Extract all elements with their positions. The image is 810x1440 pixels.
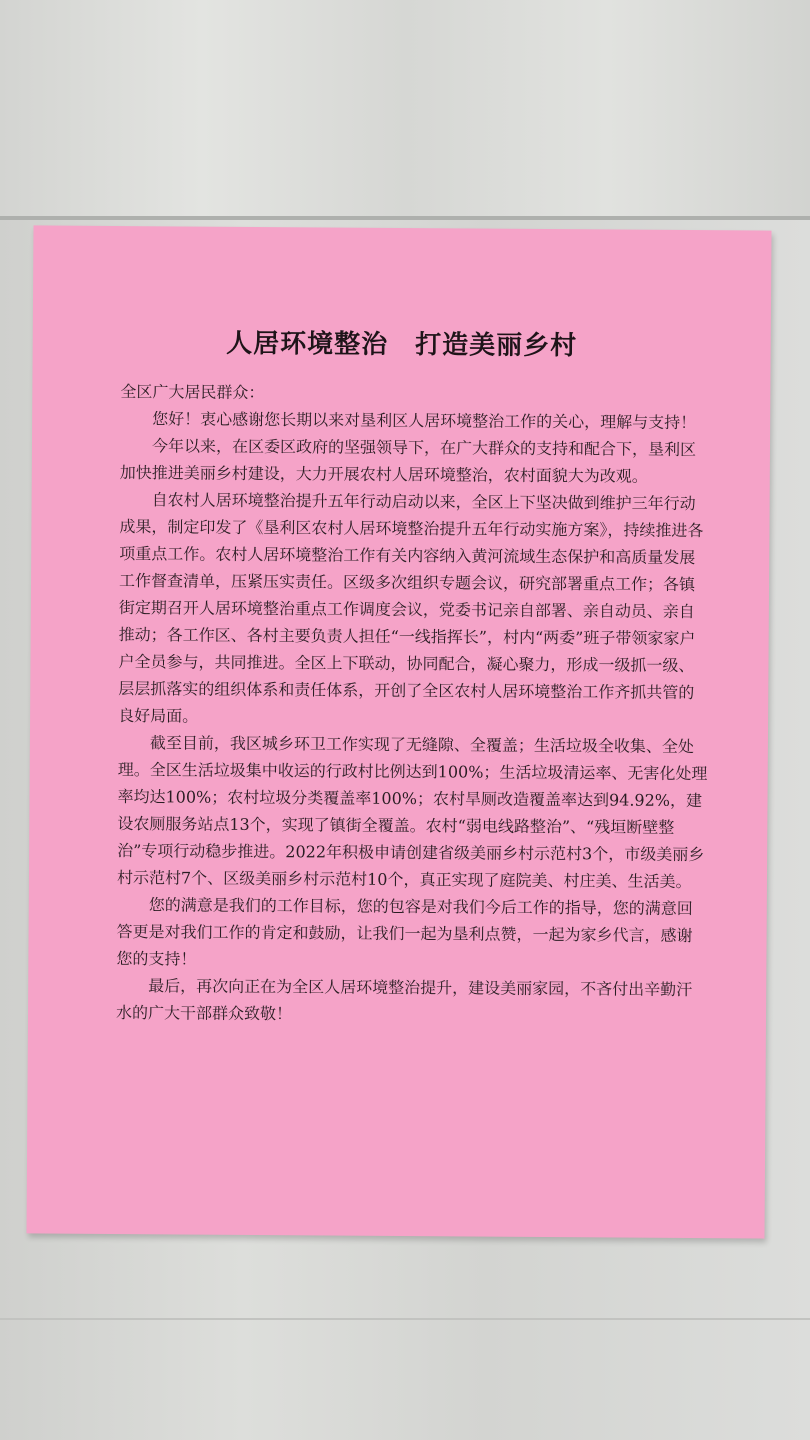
notice-title: 人居环境整治 打造美丽乡村	[226, 328, 578, 362]
notice-paragraph: 今年以来，在区委区政府的坚强领导下，在广大群众的支持和配合下，垦利区加快推进美丽乡村建设，大力开展农村人居环境整治，农村面貌大为改观。	[119, 436, 697, 486]
notice-paragraph: 您的满意是我们的工作目标，您的包容是对我们今后工作的指导，您的满意回答更是对我们工作的肯定和鼓励，让我们一起为垦利点赞，一起为家乡代言，感谢您的支持！	[116, 895, 693, 969]
notice-paper	[26, 225, 771, 1238]
wall-tile-upper	[0, 0, 810, 216]
notice-salutation: 全区广大居民群众：	[120, 382, 265, 403]
notice-paragraph: 您好！衷心感谢您长期以来对垦利区人居环境整治工作的关心，理解与支持！	[152, 409, 697, 433]
notice-body	[116, 378, 711, 1030]
tile-grout-line-lower	[0, 1318, 810, 1320]
notice-paragraph: 截至目前，我区城乡环卫工作实现了无缝隙、全覆盖；生活垃圾全收集、全处理。全区生活垃圾集中收运的行政村比例达到100%；生活垃圾清运率、无害化处理率均达100%；农村垃圾分类覆盖率100%；农村旱厕改造覆盖率达到94.92%，建设农厕服务站点13个，实现了镇街全覆盖。农村“弱电线路整治”、“残垣断壁整治”专项行动稳步推进。2022年积极申请创建省级美丽乡村示范村3个，市级美丽乡村示范村7个、区级美丽乡村示范村10个，真正实现了庭院美、村庄美、生活美。	[116, 733, 708, 892]
notice-paragraph: 自农村人居环境整治提升五年行动启动以来，全区上下坚决做到维护三年行动成果，制定印发了《垦利区农村人居环境整治提升五年行动实施方案》，持续推进各项重点工作。农村人居环境整治工作有关内容纳入黄河流域生态保护和高质量发展工作督查清单，压紧压实责任。区级多次组织专题会议，研究部署重点工作；各镇街定期召开人居环境整治重点工作调度会议，党委书记亲自部署、亲自动员、亲自推动；各工作区、各村主要负责人担任“一线指挥长”，村内“两委”班子带领家家户户全员参与，共同推进。全区上下联动，协同配合，凝心聚力，形成一级抓一级、层层抓落实的组织体系和责任体系，开创了全区农村人居环境整治工作齐抓共管的良好局面。	[118, 490, 704, 726]
notice-paragraph: 最后，再次向正在为全区人居环境整治提升，建设美丽家园，不吝付出辛勤汗水的广大干部群众致敬！	[115, 976, 693, 1024]
